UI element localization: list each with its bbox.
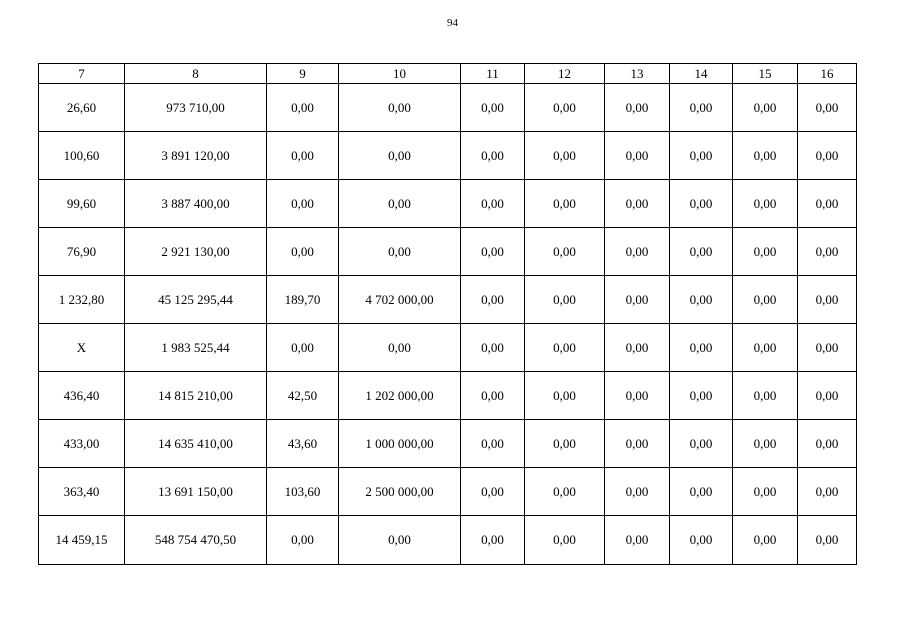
table-cell: 0,00 [605,420,670,468]
table-cell: 0,00 [605,180,670,228]
table-cell: 0,00 [605,468,670,516]
table-cell: 0,00 [798,276,857,324]
table-cell: 13 691 150,00 [125,468,267,516]
table-cell: 0,00 [461,228,525,276]
table-cell: 103,60 [267,468,339,516]
table-cell: 0,00 [670,180,733,228]
column-header: 15 [733,64,798,84]
table-cell: 973 710,00 [125,84,267,132]
table-cell: 0,00 [670,468,733,516]
table-row [39,324,857,372]
table-cell: 0,00 [670,228,733,276]
table-cell: 0,00 [798,468,857,516]
table-cell: 14 459,15 [39,516,125,565]
table-cell: 0,00 [339,228,461,276]
table-cell: 1 983 525,44 [125,324,267,372]
table-cell: 0,00 [605,228,670,276]
table-cell: 1 000 000,00 [339,420,461,468]
table-cell: 0,00 [798,516,857,565]
table-cell: 100,60 [39,132,125,180]
table-cell: 0,00 [461,276,525,324]
table-cell: 0,00 [798,228,857,276]
table-cell: 99,60 [39,180,125,228]
table-cell: 0,00 [733,228,798,276]
header-row [39,64,857,84]
table-cell: 0,00 [339,180,461,228]
table-cell: 548 754 470,50 [125,516,267,565]
table-cell: 0,00 [798,180,857,228]
page-number: 94 [447,17,458,29]
table-cell: 0,00 [525,228,605,276]
table-cell: 0,00 [605,516,670,565]
table-cell: 0,00 [798,132,857,180]
table-row [39,420,857,468]
table-body [39,84,857,565]
table-cell: 363,40 [39,468,125,516]
table-cell: 0,00 [733,420,798,468]
column-header: 11 [461,64,525,84]
table-cell: 0,00 [605,372,670,420]
table-row [39,468,857,516]
table-cell: 0,00 [525,468,605,516]
table-cell: 1 202 000,00 [339,372,461,420]
table-cell: 0,00 [461,420,525,468]
table-cell: 0,00 [525,324,605,372]
table-cell: 433,00 [39,420,125,468]
table-cell: 0,00 [461,372,525,420]
table-cell: 0,00 [605,324,670,372]
table-cell: 0,00 [525,276,605,324]
table-cell: 0,00 [605,132,670,180]
table-cell: 0,00 [733,276,798,324]
table-cell: 0,00 [733,516,798,565]
table-cell: 0,00 [798,420,857,468]
table-cell: 42,50 [267,372,339,420]
table-cell: 0,00 [733,132,798,180]
table-cell: 0,00 [733,84,798,132]
table-cell: X [39,324,125,372]
table-cell: 0,00 [461,468,525,516]
table-cell: 0,00 [670,84,733,132]
table-cell: 14 635 410,00 [125,420,267,468]
column-header: 13 [605,64,670,84]
column-header: 9 [267,64,339,84]
table-cell: 0,00 [267,132,339,180]
table-cell: 0,00 [267,228,339,276]
table-cell: 0,00 [670,276,733,324]
table-cell: 0,00 [798,84,857,132]
table-cell: 0,00 [525,180,605,228]
table-row [39,228,857,276]
table-row [39,276,857,324]
table-cell: 4 702 000,00 [339,276,461,324]
table-cell: 0,00 [670,132,733,180]
table-row [39,84,857,132]
table-cell: 43,60 [267,420,339,468]
table-cell: 26,60 [39,84,125,132]
table-cell: 0,00 [339,84,461,132]
table-cell: 0,00 [339,324,461,372]
table-cell: 0,00 [525,372,605,420]
table-cell: 436,40 [39,372,125,420]
table-cell: 189,70 [267,276,339,324]
table-cell: 76,90 [39,228,125,276]
table-cell: 0,00 [525,84,605,132]
table-cell: 0,00 [733,468,798,516]
table-cell: 0,00 [267,324,339,372]
table-cell: 0,00 [267,84,339,132]
table-row [39,372,857,420]
table-cell: 0,00 [267,516,339,565]
table-cell: 1 232,80 [39,276,125,324]
table-cell: 0,00 [525,420,605,468]
table-row [39,516,857,565]
table-cell: 0,00 [670,420,733,468]
column-header: 8 [125,64,267,84]
table-cell: 0,00 [733,180,798,228]
table-cell: 0,00 [798,372,857,420]
table-cell: 0,00 [798,324,857,372]
table-cell: 0,00 [339,516,461,565]
table-cell: 0,00 [670,516,733,565]
column-header: 10 [339,64,461,84]
column-header: 16 [798,64,857,84]
table-cell: 0,00 [267,180,339,228]
table-cell: 2 500 000,00 [339,468,461,516]
table-cell: 3 891 120,00 [125,132,267,180]
table-cell: 0,00 [605,276,670,324]
column-header: 7 [39,64,125,84]
table-cell: 45 125 295,44 [125,276,267,324]
table-cell: 0,00 [670,324,733,372]
table-cell: 0,00 [461,324,525,372]
table-cell: 0,00 [525,516,605,565]
table-cell: 2 921 130,00 [125,228,267,276]
table-cell: 0,00 [525,132,605,180]
table-row [39,180,857,228]
table-cell: 0,00 [733,324,798,372]
table-cell: 0,00 [461,516,525,565]
table-cell: 3 887 400,00 [125,180,267,228]
data-table [38,63,857,565]
column-header: 12 [525,64,605,84]
table-cell: 0,00 [670,372,733,420]
table-cell: 0,00 [461,132,525,180]
table-cell: 0,00 [605,84,670,132]
table-cell: 0,00 [461,180,525,228]
table-cell: 0,00 [461,84,525,132]
table-cell: 14 815 210,00 [125,372,267,420]
table-cell: 0,00 [339,132,461,180]
table-row [39,132,857,180]
table-cell: 0,00 [733,372,798,420]
column-header: 14 [670,64,733,84]
